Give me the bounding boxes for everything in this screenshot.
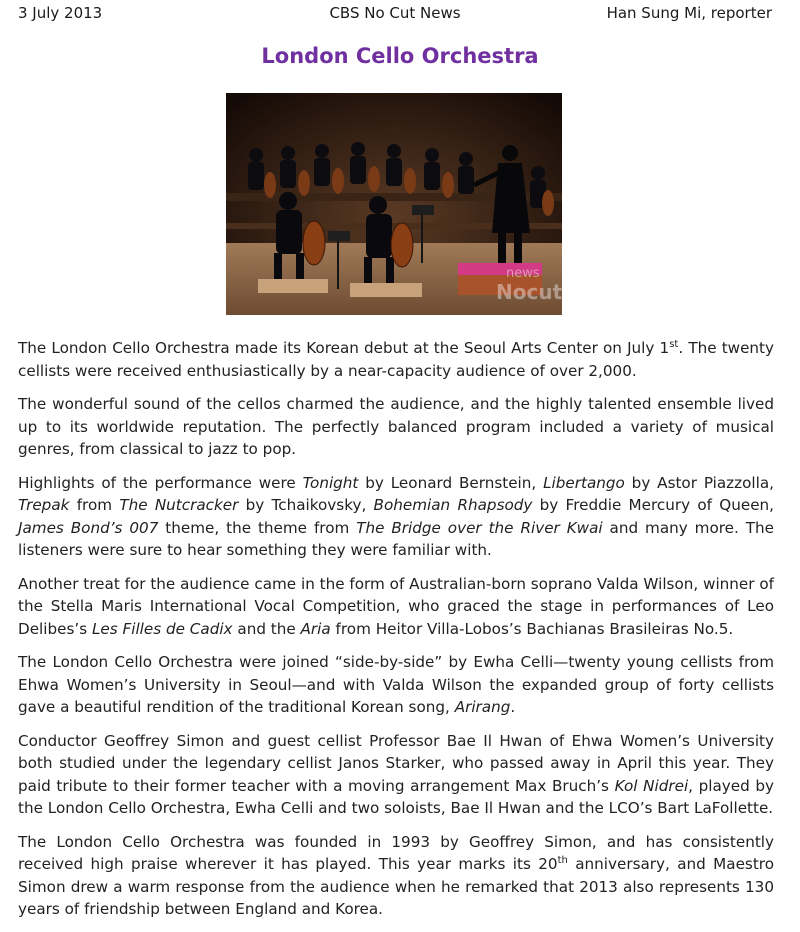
article-date: 3 July 2013 <box>18 4 103 22</box>
header <box>18 4 772 26</box>
paragraph-debut: The London Cello Orchestra made its Korean debut at the Seoul Arts Center on July 1st. The twenty cellists were received enthusiastically by a near-capacity audience of over 2,000. <box>18 338 774 380</box>
paragraph-soprano: Another treat for the audience came in the form of Australian-born soprano Valda Wilson, winner of the Stella Maris International Vocal Competition, who graced the stage in performances of Leo Delibes’s Les Filles de Cadix and the Aria from Heitor Villa-Lobos’s Bachianas Brasileiras No.5. <box>18 574 774 638</box>
reporter-byline: Han Sung Mi, reporter <box>606 4 772 22</box>
news-source: CBS No Cut News <box>329 4 461 22</box>
paragraph-sound: The wonderful sound of the cellos charmed the audience, and the highly talented ensemble lived up to its worldwide reputation. The perfectly balanced program included a variety of musical genres, from classical to jazz to pop. <box>18 395 774 458</box>
paragraph-side-by-side: The London Cello Orchestra were joined “side-by-side” by Ewha Celli—twenty young cellists from Ehwa Women’s University in Seoul—and with Valda Wilson the expanded group of forty cellists gave a beautiful rendition of the traditional Korean song, Arirang. <box>18 653 774 716</box>
watermark-nocut: Nocut <box>496 280 562 304</box>
paragraph-founding: The London Cello Orchestra was founded in 1993 by Geoffrey Simon, and has consistently received high praise wherever it has played. This year marks its 20th anniversary, and Maestro Simon drew a warm response from the audience when he remarked that 2013 also represents 130 years of friendship between England and Korea. <box>18 832 774 918</box>
watermark-news: news <box>506 266 540 281</box>
article-body <box>18 337 774 932</box>
paragraph-highlights: Highlights of the performance were Tonight by Leonard Bernstein, Libertango by Astor Piazzolla, Trepak from The Nutcracker by Tchaikovsky, Bohemian Rhapsody by Freddie Mercury of Queen, James Bond’s 007 theme, the theme from The Bridge over the River Kwai and many more. The listeners were sure to hear something they were familiar with. <box>18 473 775 559</box>
paragraph-tribute: Conductor Geoffrey Simon and guest cellist Professor Bae Il Hwan of Ehwa Women’s University both studied under the legendary cellist Janos Starker, who passed away in April this year. They paid tribute to their former teacher with a moving arrangement Max Bruch’s Kol Nidrei, played by the London Cello Orchestra, Ewha Celli and two soloists, Bae Il Hwan and the LCO’s Bart LaFollette. <box>18 731 774 817</box>
article-title: London Cello Orchestra <box>261 44 539 68</box>
concert-photo <box>226 93 562 315</box>
